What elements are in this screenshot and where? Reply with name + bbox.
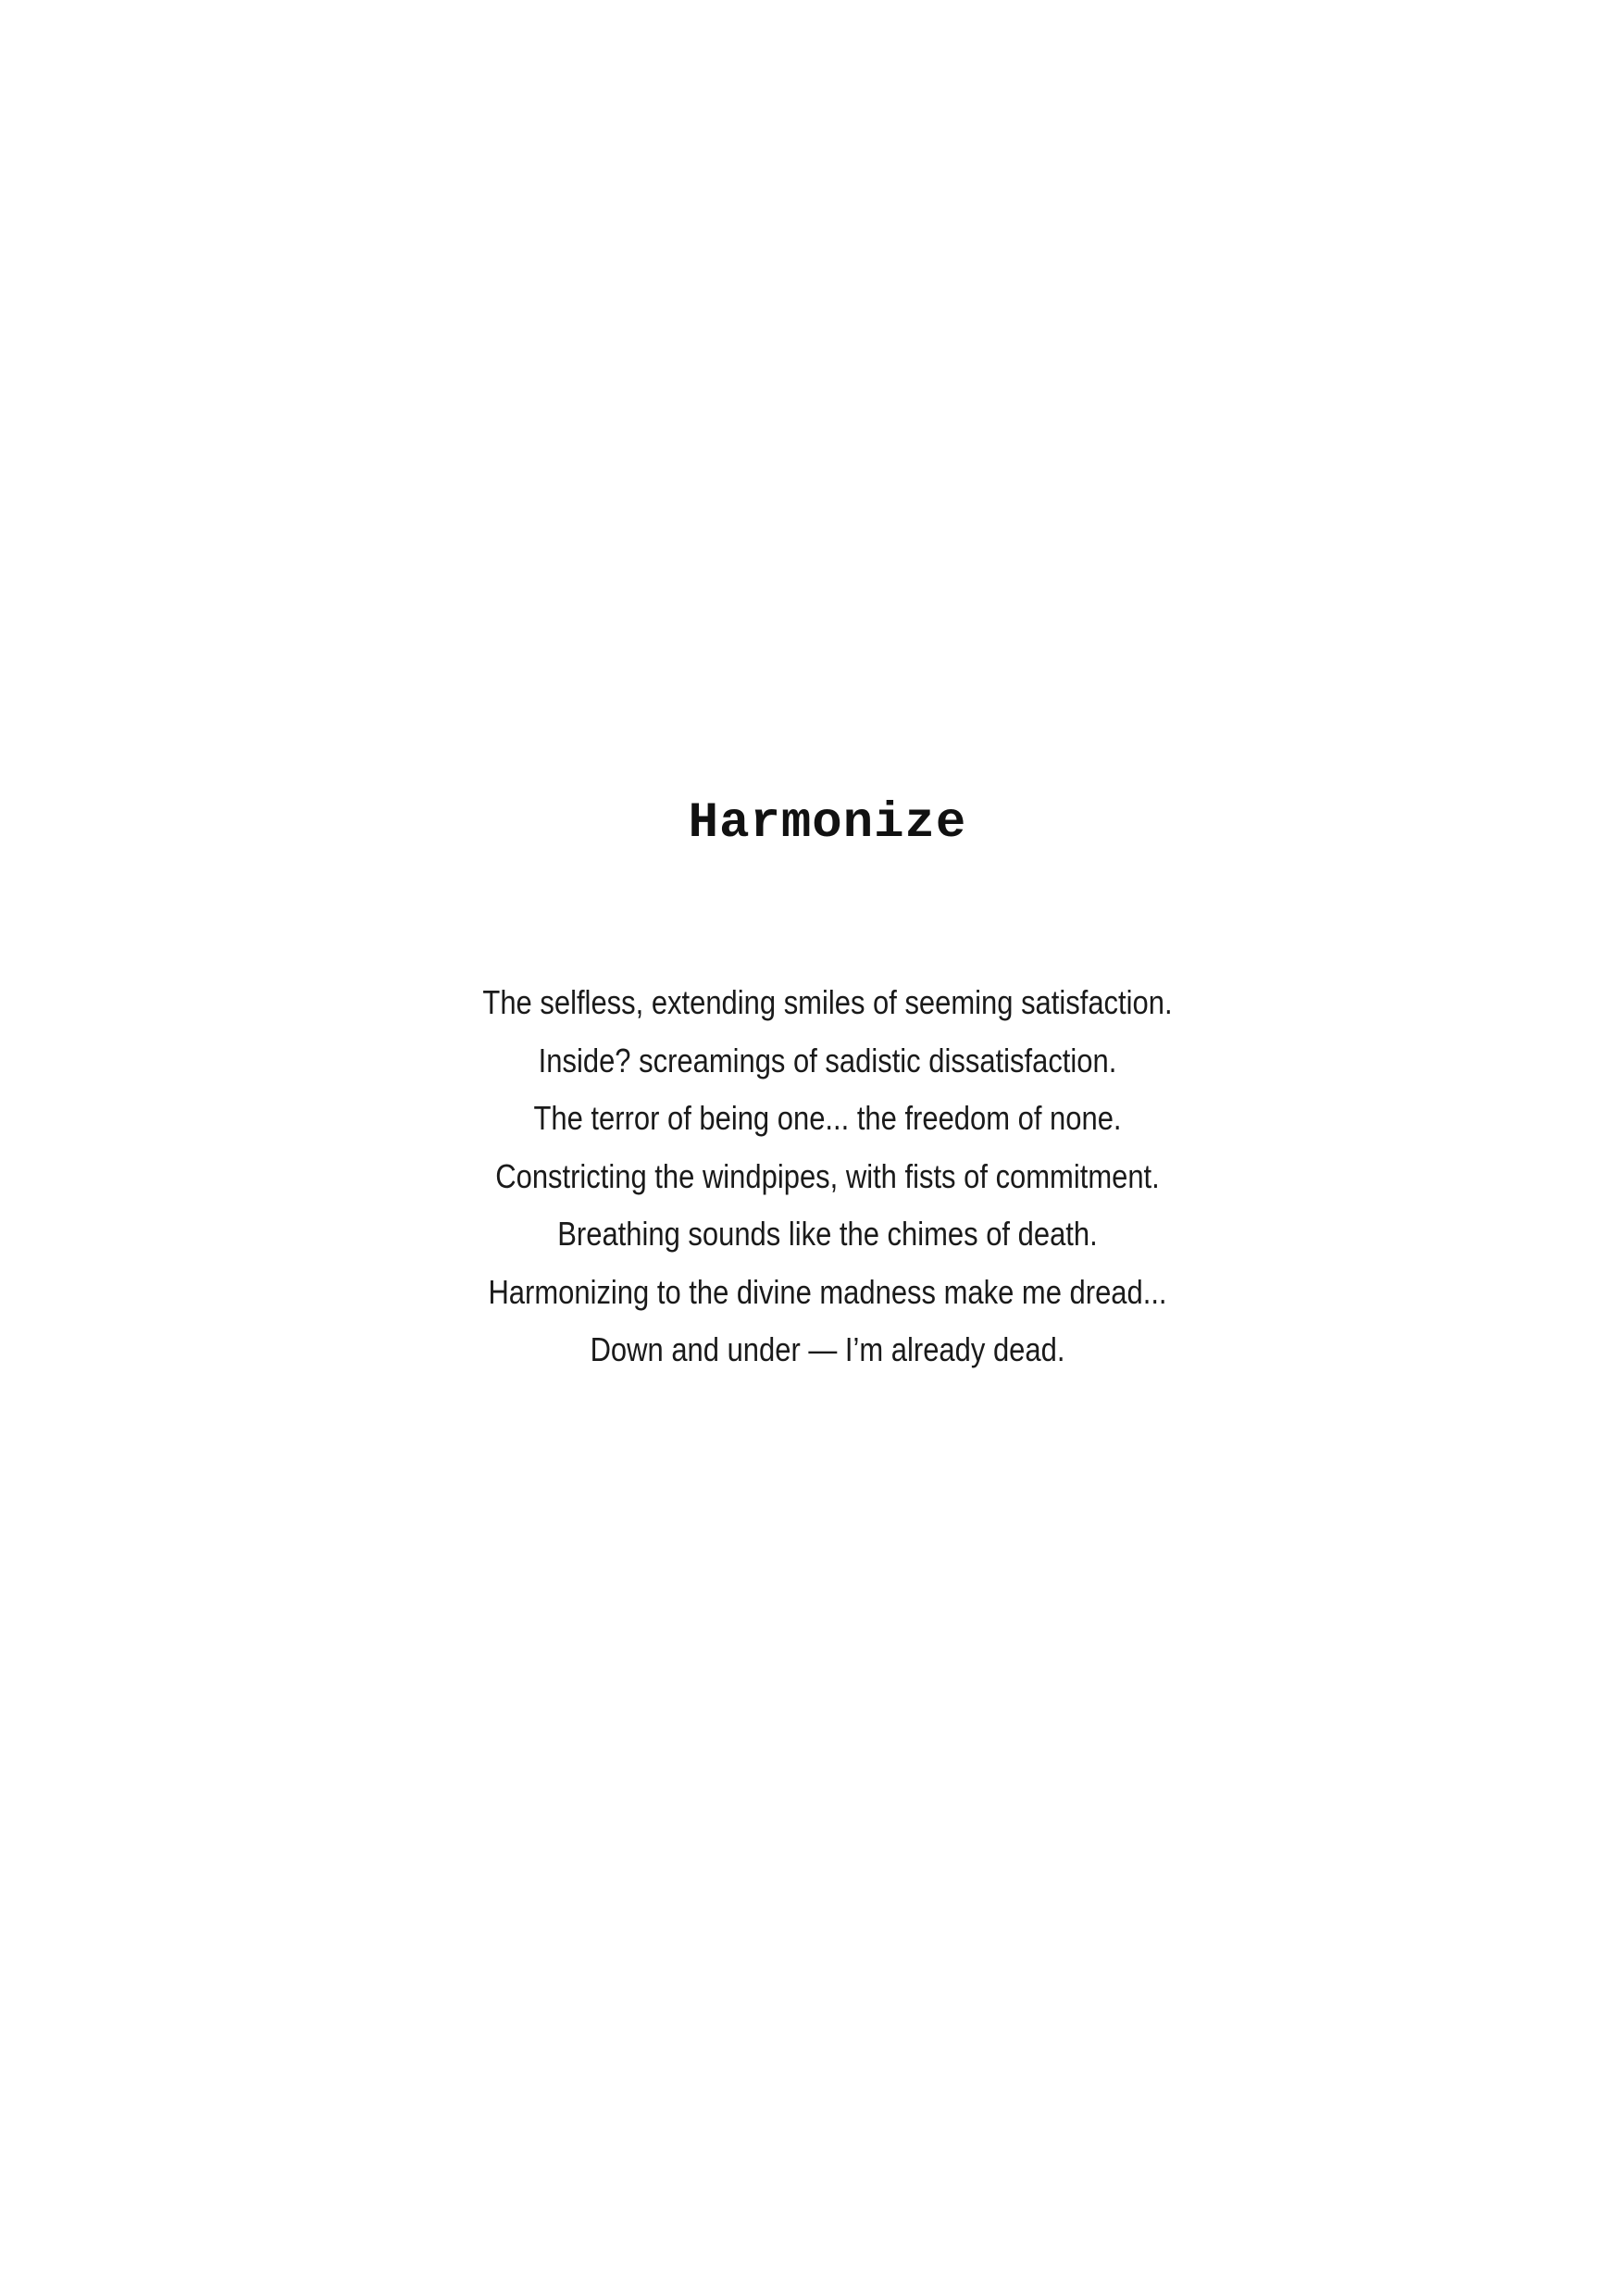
poem-line-5: Breathing sounds like the chimes of death. (557, 1215, 1098, 1253)
poem-line-4: Constricting the windpipes, with fists of commitment. (495, 1156, 1160, 1195)
poem-line-3: The terror of being one... the freedom of none. (533, 1099, 1122, 1137)
poem-line-1: The selfless, extending smiles of seeming satisfaction. (482, 983, 1173, 1021)
poem-title: Harmonize (688, 795, 967, 852)
poem-line-6: Harmonizing to the divine madness make me dread... (488, 1272, 1167, 1311)
poem-line-7: Down and under — I’m already dead. (590, 1330, 1065, 1368)
poem-line-2: Inside? screamings of sadistic dissatisfaction. (538, 1041, 1117, 1079)
poem-body (116, 974, 1539, 1379)
